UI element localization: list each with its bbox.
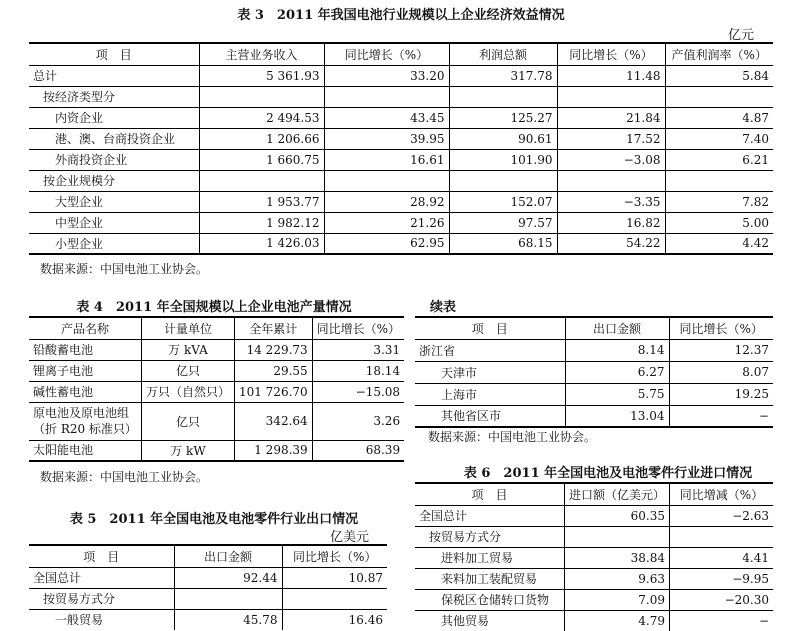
- table3-source: 数据来源：中国电池工业协会。: [40, 262, 209, 276]
- cell-value: [324, 86, 449, 107]
- cell-value: 125.27: [449, 107, 557, 128]
- table-row: [415, 339, 773, 361]
- table5-cont-header-cell: 出口金额: [565, 317, 669, 339]
- table4-source: 数据来源：中国电池工业协会。: [40, 470, 209, 484]
- total-cell: 14 229.73: [234, 339, 312, 360]
- row-label: 其他省区市: [441, 409, 502, 424]
- cell-value: [665, 86, 773, 107]
- cell-value: [324, 170, 449, 191]
- row-label: 小型企业: [55, 236, 104, 251]
- cell-value: 33.20: [324, 65, 449, 86]
- table4-header-cell: 全年累计: [234, 317, 312, 339]
- cell-value: 1 660.75: [199, 149, 324, 170]
- cell-value: 5 361.93: [199, 65, 324, 86]
- product-name: [29, 440, 141, 461]
- table5-cont-header: [415, 317, 773, 339]
- table5-cont-header-cell: 项 目: [415, 317, 565, 339]
- cell-value: 17.52: [557, 128, 665, 149]
- cell-value: 12.37: [669, 339, 773, 361]
- table-row: [29, 149, 773, 170]
- table6-header-cell: 项 目: [415, 483, 565, 505]
- unit-cell: 万 kVA: [141, 339, 234, 360]
- row-label: 全国总计: [415, 505, 565, 526]
- product-name: [29, 339, 141, 360]
- table5: [29, 544, 387, 630]
- unit-cell: 亿只: [141, 402, 234, 440]
- product-name: [29, 402, 141, 440]
- growth-cell: 3.31: [312, 339, 404, 360]
- row-label: 按贸易方式分: [415, 526, 565, 547]
- total-cell: 342.64: [234, 402, 312, 440]
- cell-value: [282, 588, 387, 609]
- table-row: [29, 191, 773, 212]
- table6: [415, 482, 773, 631]
- cell-value: −: [670, 610, 773, 631]
- table5-header-cell: 同比增长（%）: [282, 545, 387, 567]
- table5-header: [29, 545, 387, 567]
- row-label: 浙江省: [415, 339, 565, 361]
- cell-value: 68.15: [449, 233, 557, 254]
- table-row: [415, 405, 773, 427]
- cell-value: 5.00: [665, 212, 773, 233]
- cell-value: 1 426.03: [199, 233, 324, 254]
- cell-value: [665, 170, 773, 191]
- table-row: [415, 547, 773, 568]
- table6-caption: 表 6 2011 年全国电池及电池零件行业进口情况: [463, 466, 753, 481]
- cell-value: 60.35: [565, 505, 670, 526]
- table4: [29, 316, 404, 462]
- cell-value: −2.63: [670, 505, 773, 526]
- table5-unit: 亿美元: [330, 530, 370, 545]
- cell-value: 45.78: [174, 609, 282, 630]
- table-row: [415, 568, 773, 589]
- cell-value: [199, 170, 324, 191]
- unit-cell: 万 kW: [141, 440, 234, 461]
- table3-caption: 表 3 2011 年我国电池行业规模以上企业经济效益情况: [237, 8, 565, 23]
- cell-value: 39.95: [324, 128, 449, 149]
- row-label: 其他贸易: [441, 614, 490, 629]
- table5-header-cell: 出口金额: [174, 545, 282, 567]
- row-label: 内资企业: [29, 107, 199, 128]
- unit-cell: 亿只: [141, 360, 234, 381]
- row-label: 进料加工贸易: [415, 547, 565, 568]
- row-label: 大型企业: [29, 191, 199, 212]
- table-row: [415, 361, 773, 383]
- table-row: [29, 212, 773, 233]
- table4-header: [29, 317, 404, 339]
- cell-value: 2 494.53: [199, 107, 324, 128]
- cell-value: 13.04: [565, 405, 669, 427]
- cell-value: 1 982.12: [199, 212, 324, 233]
- table-row: [415, 505, 773, 526]
- unit-cell: 万只（自然只）: [141, 381, 234, 402]
- table-row: [29, 86, 773, 107]
- cell-value: −: [669, 405, 773, 427]
- growth-cell: 3.26: [312, 402, 404, 440]
- row-label: 按经济类型分: [29, 86, 199, 107]
- cell-value: 21.26: [324, 212, 449, 233]
- cell-value: 1 206.66: [199, 128, 324, 149]
- cell-value: 21.84: [557, 107, 665, 128]
- cell-value: [174, 588, 282, 609]
- cell-value: 10.87: [282, 567, 387, 588]
- table5-cont-caption: 续表: [430, 300, 457, 315]
- table6-header: [415, 483, 773, 505]
- cell-value: 101.90: [449, 149, 557, 170]
- cell-value: 7.40: [665, 128, 773, 149]
- cell-value: 28.92: [324, 191, 449, 212]
- table6-header-cell: 进口额（亿美元）: [565, 483, 670, 505]
- row-label: 一般贸易: [55, 613, 104, 628]
- table5-cont-header-cell: 同比增长（%）: [669, 317, 773, 339]
- cell-value: 11.48: [557, 65, 665, 86]
- table3-header-cell: 同比增长（%）: [557, 43, 665, 65]
- cell-value: 19.25: [669, 383, 773, 405]
- table3-header-cell: 同比增长（%）: [324, 43, 449, 65]
- table3-header-cell: 利润总额: [449, 43, 557, 65]
- growth-cell: 68.39: [312, 440, 404, 461]
- product-name-line: 铅酸蓄电池: [33, 342, 94, 357]
- cell-value: −3.35: [557, 191, 665, 212]
- row-label: 天津市: [415, 361, 565, 383]
- table-row: [415, 610, 773, 631]
- table-row: [29, 588, 387, 609]
- cell-value: 7.09: [565, 589, 670, 610]
- row-label: 按贸易方式分: [29, 588, 174, 609]
- cell-value: 7.82: [665, 191, 773, 212]
- table-row: [415, 589, 773, 610]
- table6-header-cell: 同比增减（%）: [670, 483, 773, 505]
- table-row: [29, 440, 404, 461]
- cell-value: −20.30: [670, 589, 773, 610]
- table-row: [29, 170, 773, 191]
- total-cell: 29.55: [234, 360, 312, 381]
- cell-value: −3.08: [557, 149, 665, 170]
- row-label: 全国总计: [29, 567, 174, 588]
- cell-value: 4.42: [665, 233, 773, 254]
- cell-value: 5.75: [565, 383, 669, 405]
- product-name-line: 原电池及原电池组: [33, 406, 130, 420]
- table4-header-cell: 同比增长（%）: [312, 317, 404, 339]
- table5-header-cell: 项 目: [29, 545, 174, 567]
- cell-value: 4.79: [565, 610, 670, 631]
- cell-value: 4.87: [665, 107, 773, 128]
- cell-value: [557, 170, 665, 191]
- cell-value: 6.27: [565, 361, 669, 383]
- table3-header: [29, 43, 773, 65]
- table4-header-cell: 计量单位: [141, 317, 234, 339]
- table-row: [29, 107, 773, 128]
- table-row: [29, 567, 387, 588]
- cell-value: [557, 86, 665, 107]
- table3-header-cell: 项 目: [29, 43, 199, 65]
- table3-header-cell: 产值利润率（%）: [665, 43, 773, 65]
- cell-value: [670, 526, 773, 547]
- cell-value: 4.41: [670, 547, 773, 568]
- table3: [29, 42, 773, 255]
- table4-header-cell: 产品名称: [29, 317, 141, 339]
- table3-header-cell: 主营业务收入: [199, 43, 324, 65]
- table-row: [29, 339, 404, 360]
- table-row: [29, 233, 773, 254]
- cell-value: [199, 86, 324, 107]
- row-label: 保税区仓储转口货物: [415, 589, 565, 610]
- table-row: [29, 402, 404, 440]
- table-row: [29, 609, 387, 630]
- cell-value: [449, 86, 557, 107]
- cell-value: 8.07: [669, 361, 773, 383]
- product-name: [29, 360, 141, 381]
- cell-value: 43.45: [324, 107, 449, 128]
- cell-value: 9.63: [565, 568, 670, 589]
- table5-continued: [415, 316, 773, 428]
- product-name-line: 太阳能电池: [33, 443, 94, 458]
- row-label: 中型企业: [29, 212, 199, 233]
- row-label: 来料加工装配贸易: [415, 568, 565, 589]
- table4-caption: 表 4 2011 年全国规模以上企业电池产量情况: [76, 300, 352, 315]
- cell-value: −9.95: [670, 568, 773, 589]
- row-label: 按企业规模分: [29, 170, 199, 191]
- total-cell: 1 298.39: [234, 440, 312, 461]
- table3-unit: 亿元: [728, 28, 755, 43]
- row-label: 上海市: [415, 383, 565, 405]
- cell-value: 97.57: [449, 212, 557, 233]
- total-cell: 101 726.70: [234, 381, 312, 402]
- cell-value: 1 953.77: [199, 191, 324, 212]
- cell-value: 16.46: [282, 609, 387, 630]
- cell-value: 54.22: [557, 233, 665, 254]
- product-name-line: 碱性蓄电池: [33, 384, 94, 399]
- table-row: [29, 65, 773, 86]
- product-name: [29, 381, 141, 402]
- table-row: [29, 381, 404, 402]
- table5-caption: 表 5 2011 年全国电池及电池零件行业出口情况: [69, 512, 359, 527]
- growth-cell: −15.08: [312, 381, 404, 402]
- cell-value: 16.82: [557, 212, 665, 233]
- table-row: [29, 128, 773, 149]
- growth-cell: 18.14: [312, 360, 404, 381]
- table-row: [415, 526, 773, 547]
- row-label: 总计: [29, 65, 199, 86]
- cell-value: 16.61: [324, 149, 449, 170]
- table-row: [29, 360, 404, 381]
- table-row: [415, 383, 773, 405]
- product-name-line: 锂离子电池: [33, 363, 94, 378]
- cell-value: 92.44: [174, 567, 282, 588]
- cell-value: 6.21: [665, 149, 773, 170]
- cell-value: 8.14: [565, 339, 669, 361]
- row-label: 港、澳、台商投资企业: [29, 128, 199, 149]
- cell-value: [565, 526, 670, 547]
- cell-value: [449, 170, 557, 191]
- cell-value: 90.61: [449, 128, 557, 149]
- cell-value: 5.84: [665, 65, 773, 86]
- product-name-line: （折 R20 标准只）: [33, 422, 137, 436]
- row-label: 外商投资企业: [29, 149, 199, 170]
- cell-value: 152.07: [449, 191, 557, 212]
- table5-cont-source: 数据来源：中国电池工业协会。: [428, 430, 597, 444]
- cell-value: 317.78: [449, 65, 557, 86]
- cell-value: 38.84: [565, 547, 670, 568]
- cell-value: 62.95: [324, 233, 449, 254]
